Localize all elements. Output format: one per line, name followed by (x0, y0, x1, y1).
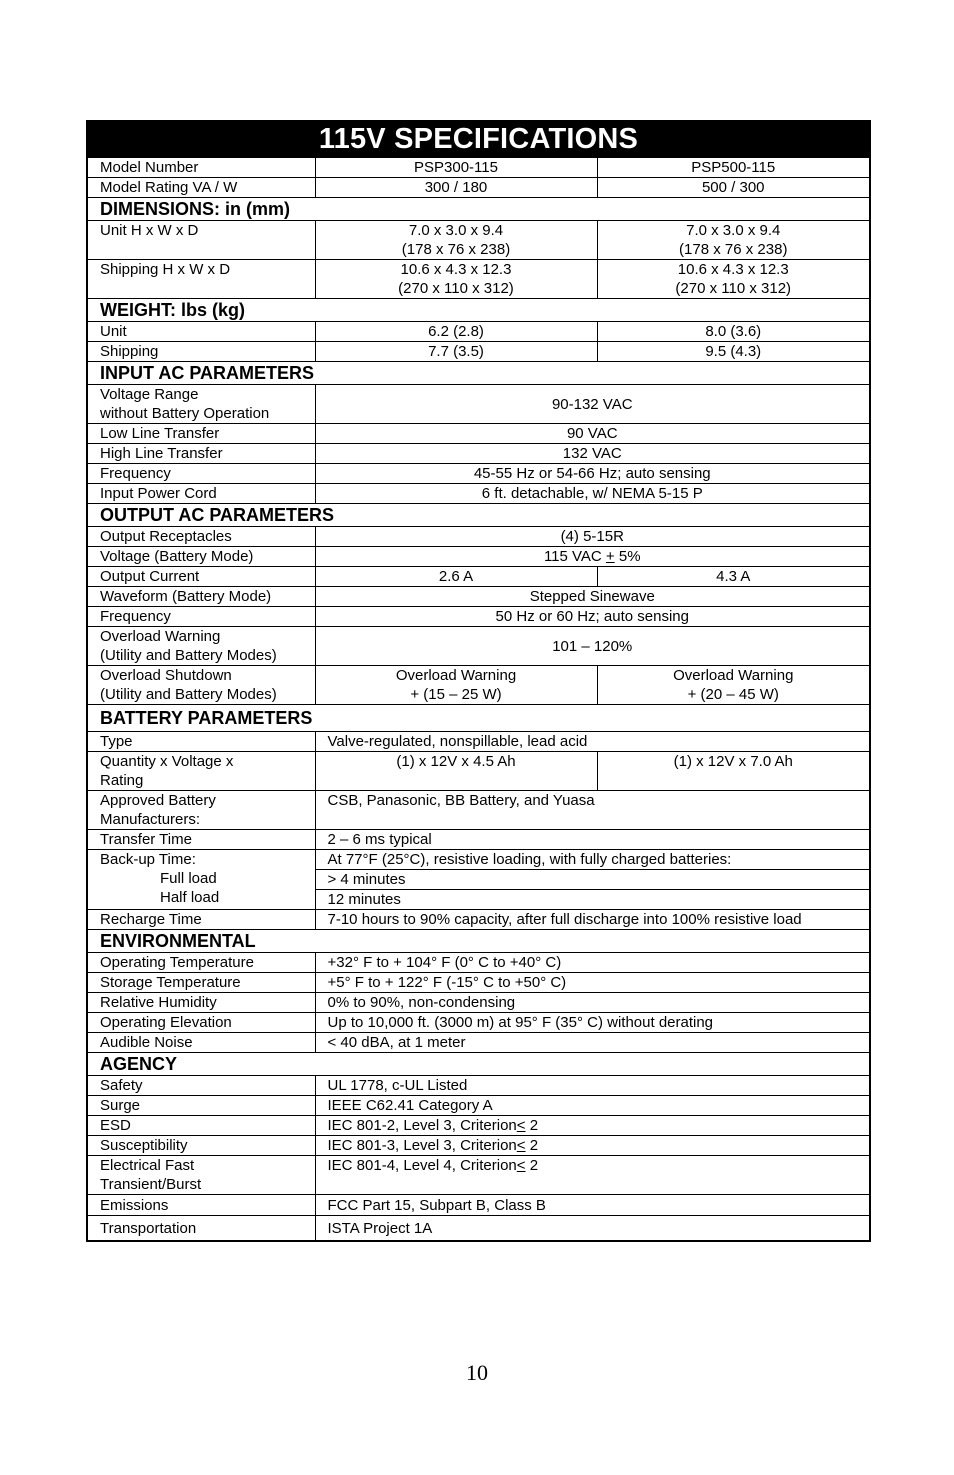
table-row (87, 464, 870, 484)
cell-line: + (15 – 25 W) (410, 686, 502, 703)
cell-value: +32° F to + 104° F (0° C to +40° C) (315, 953, 870, 973)
table-row (87, 527, 870, 547)
text-part: IEC 801-4, Level 4, Criterion (327, 1157, 517, 1174)
section-heading-environmental: ENVIRONMENTAL (87, 930, 870, 953)
row-label: Recharge Time (87, 910, 315, 930)
row-label: Frequency (87, 607, 315, 627)
row-label: Unit (87, 322, 315, 342)
row-label: Susceptibility (87, 1136, 315, 1156)
row-label: Low Line Transfer (87, 424, 315, 444)
cell-value: 7.7 (3.5) (315, 342, 597, 362)
table-row (87, 424, 870, 444)
text-part: 2 (525, 1117, 539, 1134)
section-heading-agency: AGENCY (87, 1053, 870, 1076)
cell-value (315, 1116, 870, 1136)
row-label: Voltage (Battery Mode) (87, 547, 315, 567)
table-row (87, 993, 870, 1013)
table-row (87, 850, 870, 870)
text-part: IEC 801-3, Level 3, Criterion (327, 1137, 517, 1154)
row-label: Unit H x W x D (87, 221, 315, 260)
cell-value (315, 1156, 870, 1195)
table-row (87, 567, 870, 587)
text-part: 5% (614, 548, 641, 565)
row-label (87, 1156, 315, 1195)
label-line: Quantity x Voltage x (100, 753, 234, 770)
row-label: Transfer Time (87, 830, 315, 850)
table-row (87, 752, 870, 791)
cell-value (315, 1136, 870, 1156)
page-title: 115V SPECIFICATIONS (87, 121, 870, 158)
cell-line: (270 x 110 x 312) (675, 280, 792, 297)
cell-value (315, 221, 597, 260)
cell-value: 2.6 A (315, 567, 597, 587)
table-row (87, 158, 870, 178)
less-equal-sign: < (516, 1117, 526, 1134)
cell-value: 90-132 VAC (315, 385, 870, 424)
table-row (87, 666, 870, 705)
row-label (87, 627, 315, 666)
table-row (87, 607, 870, 627)
cell-value: 101 – 120% (315, 627, 870, 666)
section-heading-battery: BATTERY PARAMETERS (87, 705, 870, 732)
label-line: without Battery Operation (100, 405, 270, 422)
cell-value (597, 666, 870, 705)
table-row (87, 444, 870, 464)
row-label: Model Number (87, 158, 315, 178)
table-row (87, 342, 870, 362)
row-label: Shipping (87, 342, 315, 362)
table-row (87, 1033, 870, 1053)
cell-value: +5° F to + 122° F (-15° C to +50° C) (315, 973, 870, 993)
label-line: Manufacturers: (100, 811, 201, 828)
row-label: Shipping H x W x D (87, 260, 315, 299)
cell-line: 7.0 x 3.0 x 9.4 (408, 222, 504, 239)
cell-line: (178 x 76 x 238) (679, 241, 788, 258)
cell-value: 6.2 (2.8) (315, 322, 597, 342)
model-psp300: PSP300-115 (315, 158, 597, 178)
cell-value: FCC Part 15, Subpart B, Class B (315, 1195, 870, 1216)
table-row (87, 587, 870, 607)
table-row (87, 484, 870, 504)
table-row (87, 791, 870, 830)
cell-line: (178 x 76 x 238) (401, 241, 511, 258)
row-label: Transportation (87, 1216, 315, 1242)
cell-line: 10.6 x 4.3 x 12.3 (677, 261, 789, 278)
cell-value: 90 VAC (315, 424, 870, 444)
cell-value: 0% to 90%, non-condensing (315, 993, 870, 1013)
label-line: (Utility and Battery Modes) (100, 647, 277, 664)
table-row (87, 627, 870, 666)
cell-value: 8.0 (3.6) (597, 322, 870, 342)
table-row (87, 221, 870, 260)
cell-value: 12 minutes (315, 890, 870, 910)
cell-value: 50 Hz or 60 Hz; auto sensing (315, 607, 870, 627)
cell-value: IEEE C62.41 Category A (315, 1096, 870, 1116)
section-heading-output: OUTPUT AC PARAMETERS (87, 504, 870, 527)
cell-line: Overload Warning (673, 667, 794, 684)
cell-value: 300 / 180 (315, 178, 597, 198)
table-row (87, 1156, 870, 1195)
table-row (87, 385, 870, 424)
row-label: Output Current (87, 567, 315, 587)
section-heading-dimensions: DIMENSIONS: in (mm) (87, 198, 870, 221)
row-label: Frequency (87, 464, 315, 484)
cell-line: Overload Warning (395, 667, 517, 684)
row-label: Emissions (87, 1195, 315, 1216)
row-label: Model Rating VA / W (87, 178, 315, 198)
label-line: Transient/Burst (100, 1176, 202, 1193)
spec-table (86, 120, 871, 1242)
table-row (87, 973, 870, 993)
cell-value: 132 VAC (315, 444, 870, 464)
table-row (87, 1216, 870, 1242)
table-row (87, 1136, 870, 1156)
cell-value (315, 547, 870, 567)
row-label: Output Receptacles (87, 527, 315, 547)
row-label: Input Power Cord (87, 484, 315, 504)
cell-value: At 77°F (25°C), resistive loading, with fully charged batteries: (315, 850, 870, 870)
cell-value (597, 260, 870, 299)
cell-value: UL 1778, c-UL Listed (315, 1076, 870, 1096)
page-number: 10 (466, 1360, 488, 1385)
table-row (87, 260, 870, 299)
cell-value: (1) x 12V x 4.5 Ah (315, 752, 597, 791)
less-equal-sign: < (516, 1137, 526, 1154)
cell-line: (270 x 110 x 312) (398, 280, 514, 297)
label-line: Full load (160, 870, 217, 887)
table-row (87, 953, 870, 973)
label-line: Rating (100, 772, 144, 789)
table-row (87, 1096, 870, 1116)
cell-value: 6 ft. detachable, w/ NEMA 5-15 P (315, 484, 870, 504)
row-label: ESD (87, 1116, 315, 1136)
label-line: Half load (160, 889, 220, 906)
table-row (87, 732, 870, 752)
cell-value: CSB, Panasonic, BB Battery, and Yuasa (315, 791, 870, 830)
cell-value: (4) 5-15R (315, 527, 870, 547)
row-label: Operating Elevation (87, 1013, 315, 1033)
table-row (87, 178, 870, 198)
cell-value: 4.3 A (597, 567, 870, 587)
table-row (87, 1076, 870, 1096)
cell-value: Up to 10,000 ft. (3000 m) at 95° F (35° C) without derating (315, 1013, 870, 1033)
plus-minus-sign: + (605, 548, 615, 565)
cell-value (315, 666, 597, 705)
section-heading-weight: WEIGHT: lbs (kg) (87, 299, 870, 322)
row-label: Relative Humidity (87, 993, 315, 1013)
row-label: Type (87, 732, 315, 752)
text-part: IEC 801-2, Level 3, Criterion (327, 1117, 517, 1134)
row-label (87, 385, 315, 424)
label-line: (Utility and Battery Modes) (100, 686, 277, 703)
row-label: High Line Transfer (87, 444, 315, 464)
cell-value: (1) x 12V x 7.0 Ah (597, 752, 870, 791)
cell-value: > 4 minutes (315, 870, 870, 890)
table-row (87, 547, 870, 567)
cell-value: 2 – 6 ms typical (315, 830, 870, 850)
cell-value: < 40 dBA, at 1 meter (315, 1033, 870, 1053)
table-row (87, 910, 870, 930)
cell-value: 45-55 Hz or 54-66 Hz; auto sensing (315, 464, 870, 484)
cell-value: 7-10 hours to 90% capacity, after full discharge into 100% resistive load (315, 910, 870, 930)
row-label: Operating Temperature (87, 953, 315, 973)
table-row (87, 1116, 870, 1136)
table-row (87, 322, 870, 342)
row-label (87, 666, 315, 705)
table-row (87, 830, 870, 850)
row-label: Storage Temperature (87, 973, 315, 993)
text-part: 2 (525, 1157, 539, 1174)
cell-line: 10.6 x 4.3 x 12.3 (400, 261, 512, 278)
row-label: Surge (87, 1096, 315, 1116)
label-line: Overload Shutdown (100, 667, 232, 684)
row-label: Safety (87, 1076, 315, 1096)
label-line: Back-up Time: (100, 851, 196, 868)
cell-value (597, 221, 870, 260)
label-line: Approved Battery (100, 792, 216, 809)
section-heading-input: INPUT AC PARAMETERS (87, 362, 870, 385)
cell-value (315, 260, 597, 299)
cell-line: 7.0 x 3.0 x 9.4 (686, 222, 781, 239)
row-label: Waveform (Battery Mode) (87, 587, 315, 607)
label-line: Overload Warning (100, 628, 221, 645)
label-line: Voltage Range (100, 386, 199, 403)
label-line: Electrical Fast (100, 1157, 195, 1174)
text-part: 2 (525, 1137, 539, 1154)
row-label (87, 752, 315, 791)
model-psp500: PSP500-115 (597, 158, 870, 178)
cell-value: Valve-regulated, nonspillable, lead acid (315, 732, 870, 752)
row-label: Audible Noise (87, 1033, 315, 1053)
row-label (87, 791, 315, 830)
cell-value: Stepped Sinewave (315, 587, 870, 607)
table-row (87, 1195, 870, 1216)
text-part: 115 VAC (543, 548, 606, 565)
cell-value: 9.5 (4.3) (597, 342, 870, 362)
row-label (87, 850, 315, 910)
cell-value: ISTA Project 1A (315, 1216, 870, 1242)
cell-line: + (20 – 45 W) (687, 686, 779, 703)
less-equal-sign: < (516, 1157, 526, 1174)
table-row (87, 1013, 870, 1033)
cell-value: 500 / 300 (597, 178, 870, 198)
